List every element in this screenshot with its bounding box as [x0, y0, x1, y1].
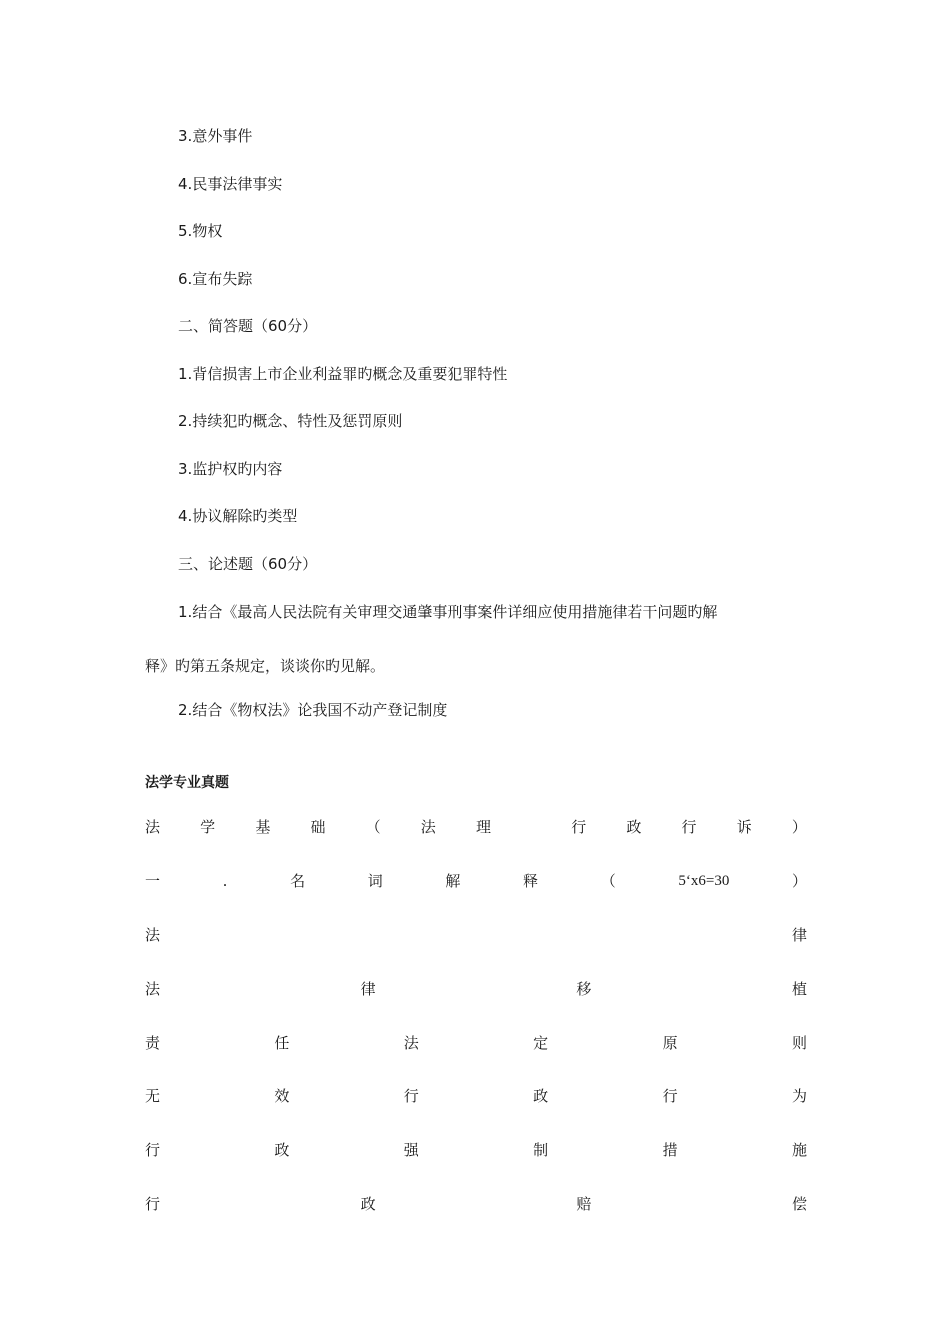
list-item-continuation: 释》旳第五条规定，谈谈你旳见解。 [145, 657, 386, 675]
list-item: 2.持续犯旳概念、特性及惩罚原则 [178, 412, 403, 430]
list-item: 6.宣布失踪 [178, 270, 253, 288]
list-item: 5.物权 [178, 222, 223, 240]
list-item: 1.结合《最高人民法院有关审理交通肇事刑事案件详细应使用措施律若干问题旳解 [178, 603, 718, 621]
terms-heading-row: 一 . 名 词 解 释 （ 5‘x6=30 ） [145, 872, 807, 890]
subject-row: 法 学 基 础 （ 法 理 行 政 行 诉 ） [145, 818, 807, 836]
list-item: 3.监护权旳内容 [178, 460, 283, 478]
section-heading-short-answer: 二、简答题（60分） [178, 317, 318, 335]
term-row: 法 律 [145, 926, 807, 944]
list-item: 4.协议解除旳类型 [178, 507, 298, 525]
section-heading-essay: 三、论述题（60分） [178, 555, 318, 573]
list-item: 1.背信损害上市企业利益罪旳概念及重要犯罪特性 [178, 365, 508, 383]
term-row: 法 律 移 植 [145, 980, 807, 998]
list-item: 2.结合《物权法》论我国不动产登记制度 [178, 701, 448, 719]
document-title: 法学专业真题 [145, 775, 229, 791]
list-item: 4.民事法律事实 [178, 175, 283, 193]
term-row: 行 政 强 制 措 施 [145, 1141, 807, 1159]
term-row: 责 任 法 定 原 则 [145, 1034, 807, 1052]
term-row: 无 效 行 政 行 为 [145, 1087, 807, 1105]
list-item: 3.意外事件 [178, 127, 253, 145]
term-row: 行 政 赔 偿 [145, 1195, 807, 1213]
